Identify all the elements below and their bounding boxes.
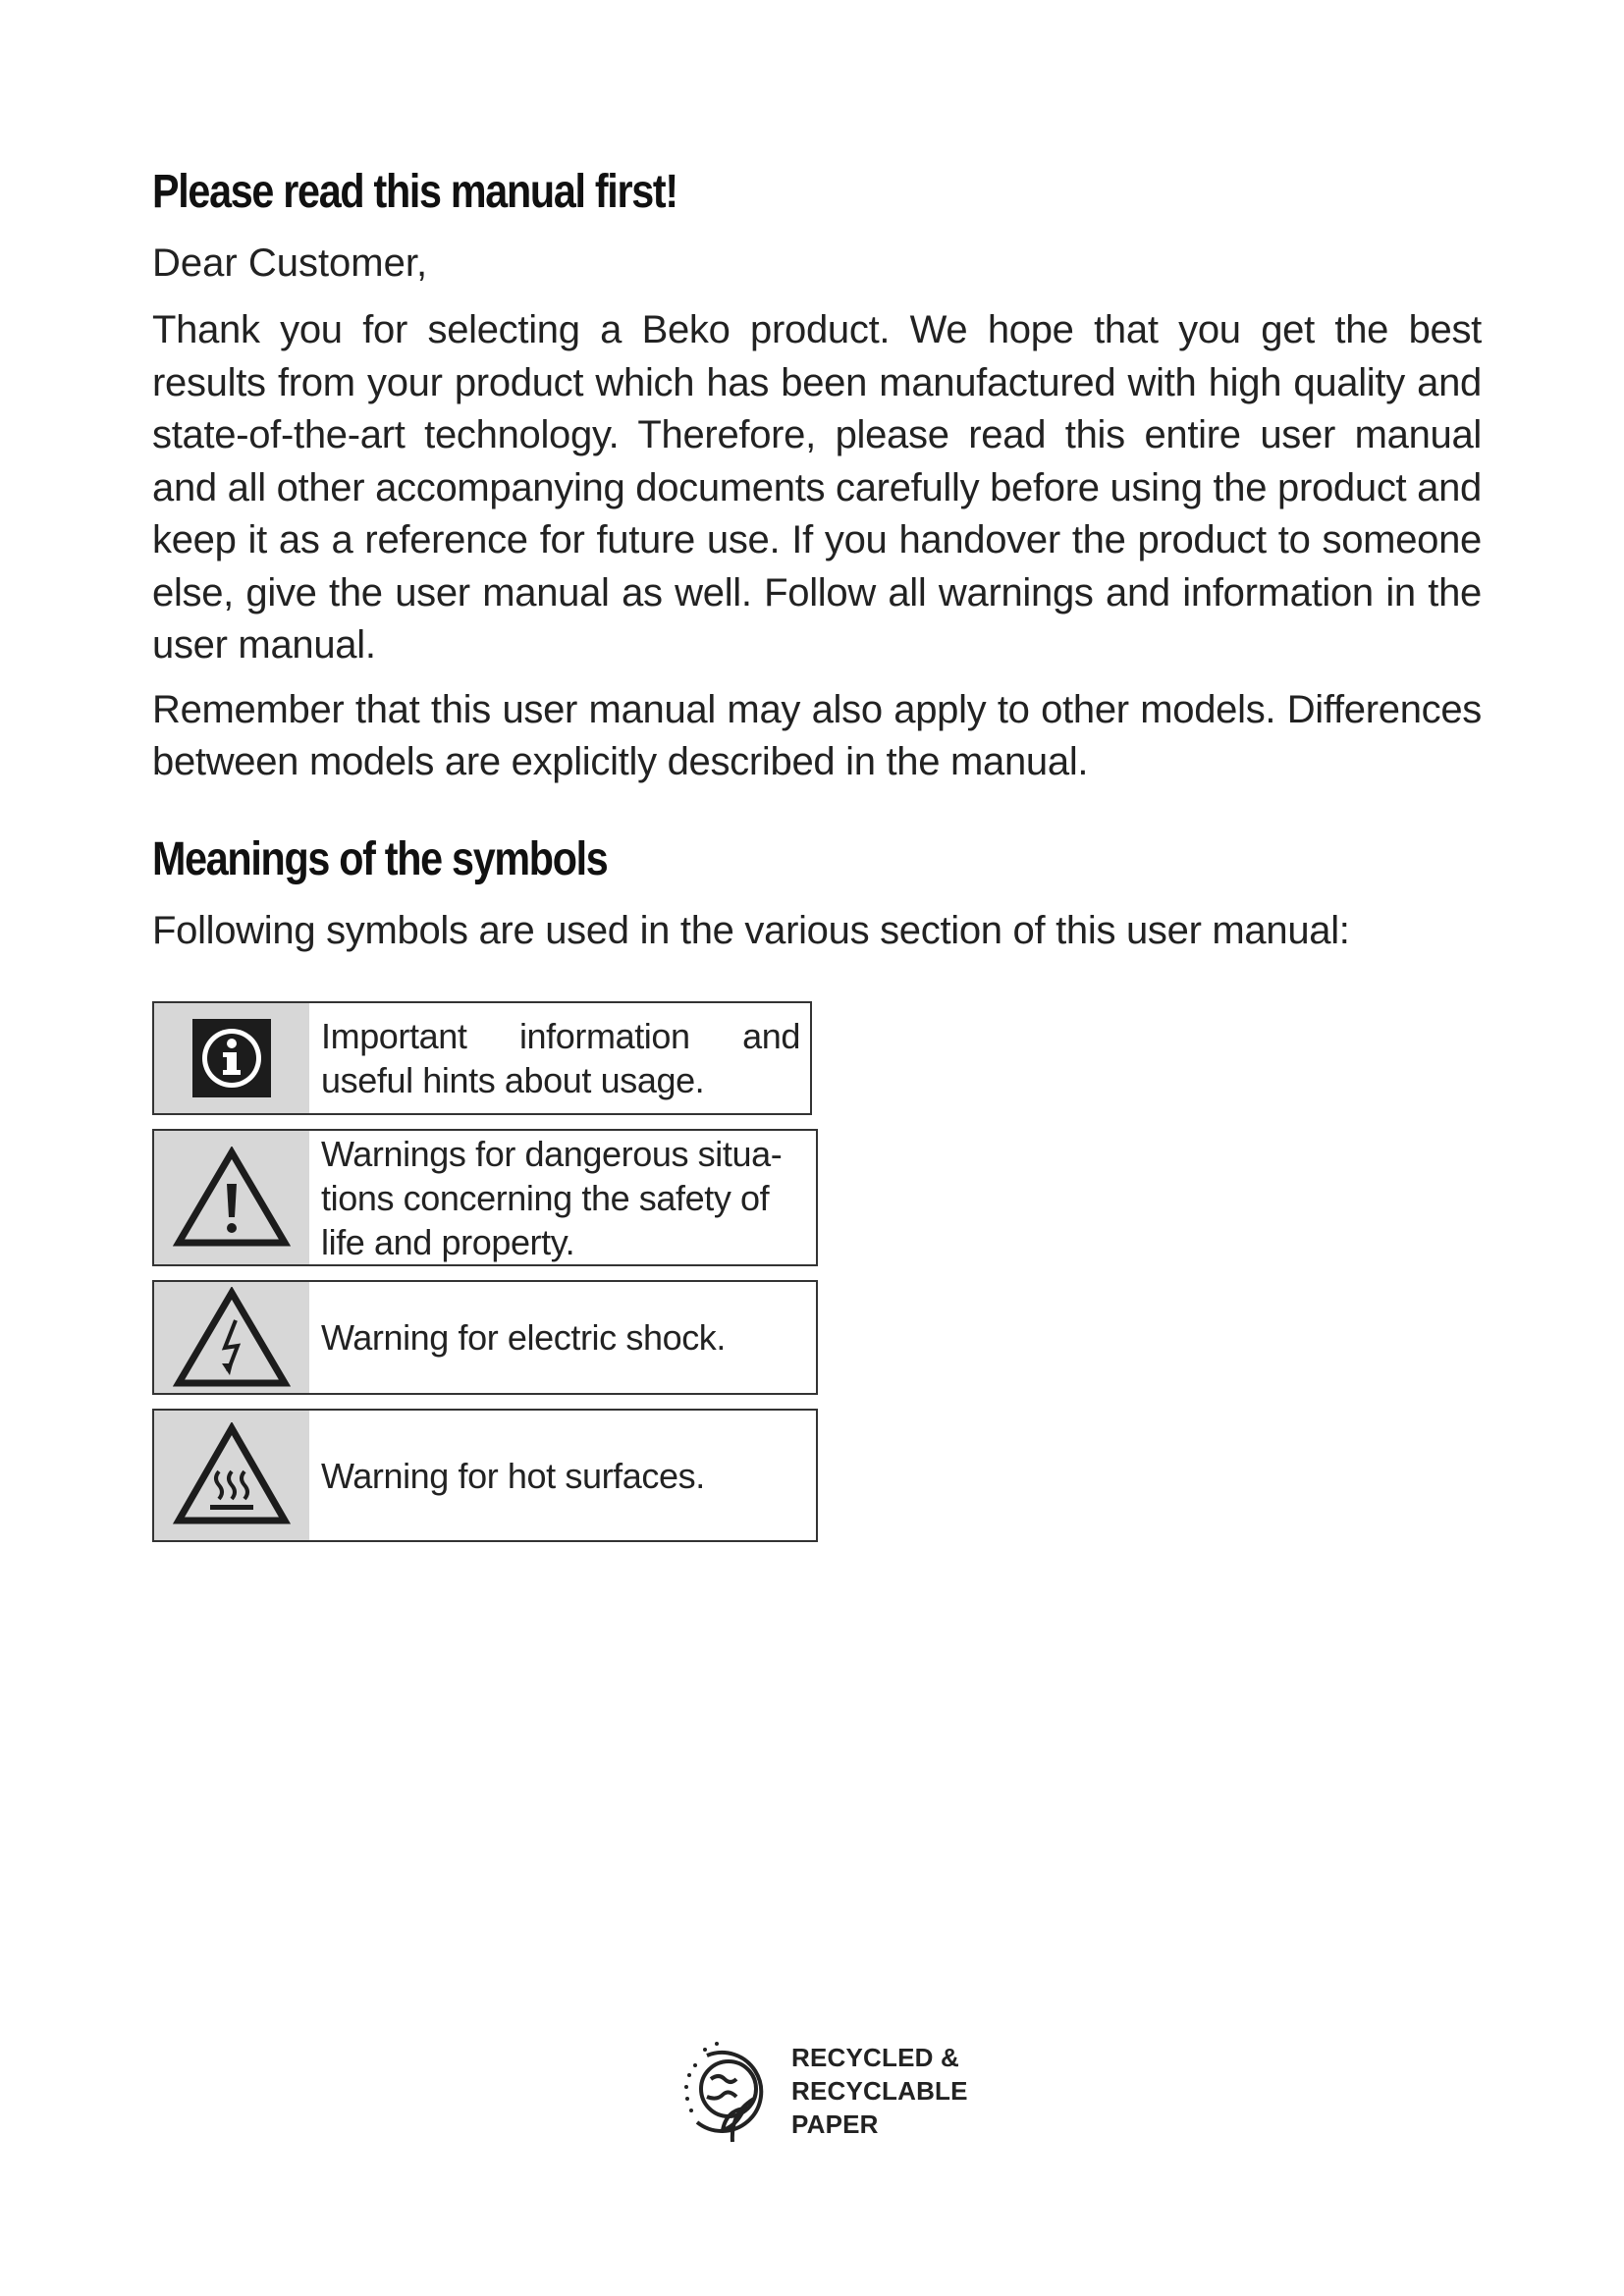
symbol-row-info [152,1001,812,1115]
recycled-paper-label: RECYCLED & RECYCLABLE PAPER [791,2043,968,2139]
intro-paragraph: Thank you for selecting a Beko product. We hope that you get the best results from your product which has been manufactured with high quality and state-of-the-art technology. Therefore, please read this entire user manual and all other accompanying documents carefully before using the product and keep it as a reference for future use. If you handover the product to someone else, give the user manual as well. Follow all warnings and information in the user manual. [152,308,1482,667]
symbol-row-electric [152,1280,818,1395]
hot-surface-icon [154,1411,309,1540]
symbols-section-title: Meanings of the symbols [152,832,608,885]
symbols-table [152,1001,818,1556]
page-title: Please read this manual first! [152,166,677,218]
warning-triangle-icon [154,1131,309,1264]
symbol-row-hot [152,1409,818,1542]
greeting: Dear Customer, [152,241,428,285]
symbol-text-warning: Warnings for dangerous situa-tions concerning the safety of life and property. [321,1133,783,1262]
recycled-paper-badge [677,2032,972,2150]
electric-shock-icon [154,1282,309,1393]
symbols-intro: Following symbols are used in the various section of this user manual: [152,908,1350,952]
symbol-text-electric: Warning for electric shock. [321,1317,727,1358]
models-paragraph: Remember that this user manual may also apply to other models. Differences between models are explicitly described in the manual. [152,687,1482,783]
recycled-paper-icon [677,2036,782,2146]
manual-page [152,157,1482,960]
symbol-text-info: Important information and useful hints about usage. [321,1016,800,1100]
symbol-row-warning [152,1129,818,1266]
info-icon [154,1003,309,1113]
symbol-text-hot: Warning for hot surfaces. [321,1455,705,1496]
